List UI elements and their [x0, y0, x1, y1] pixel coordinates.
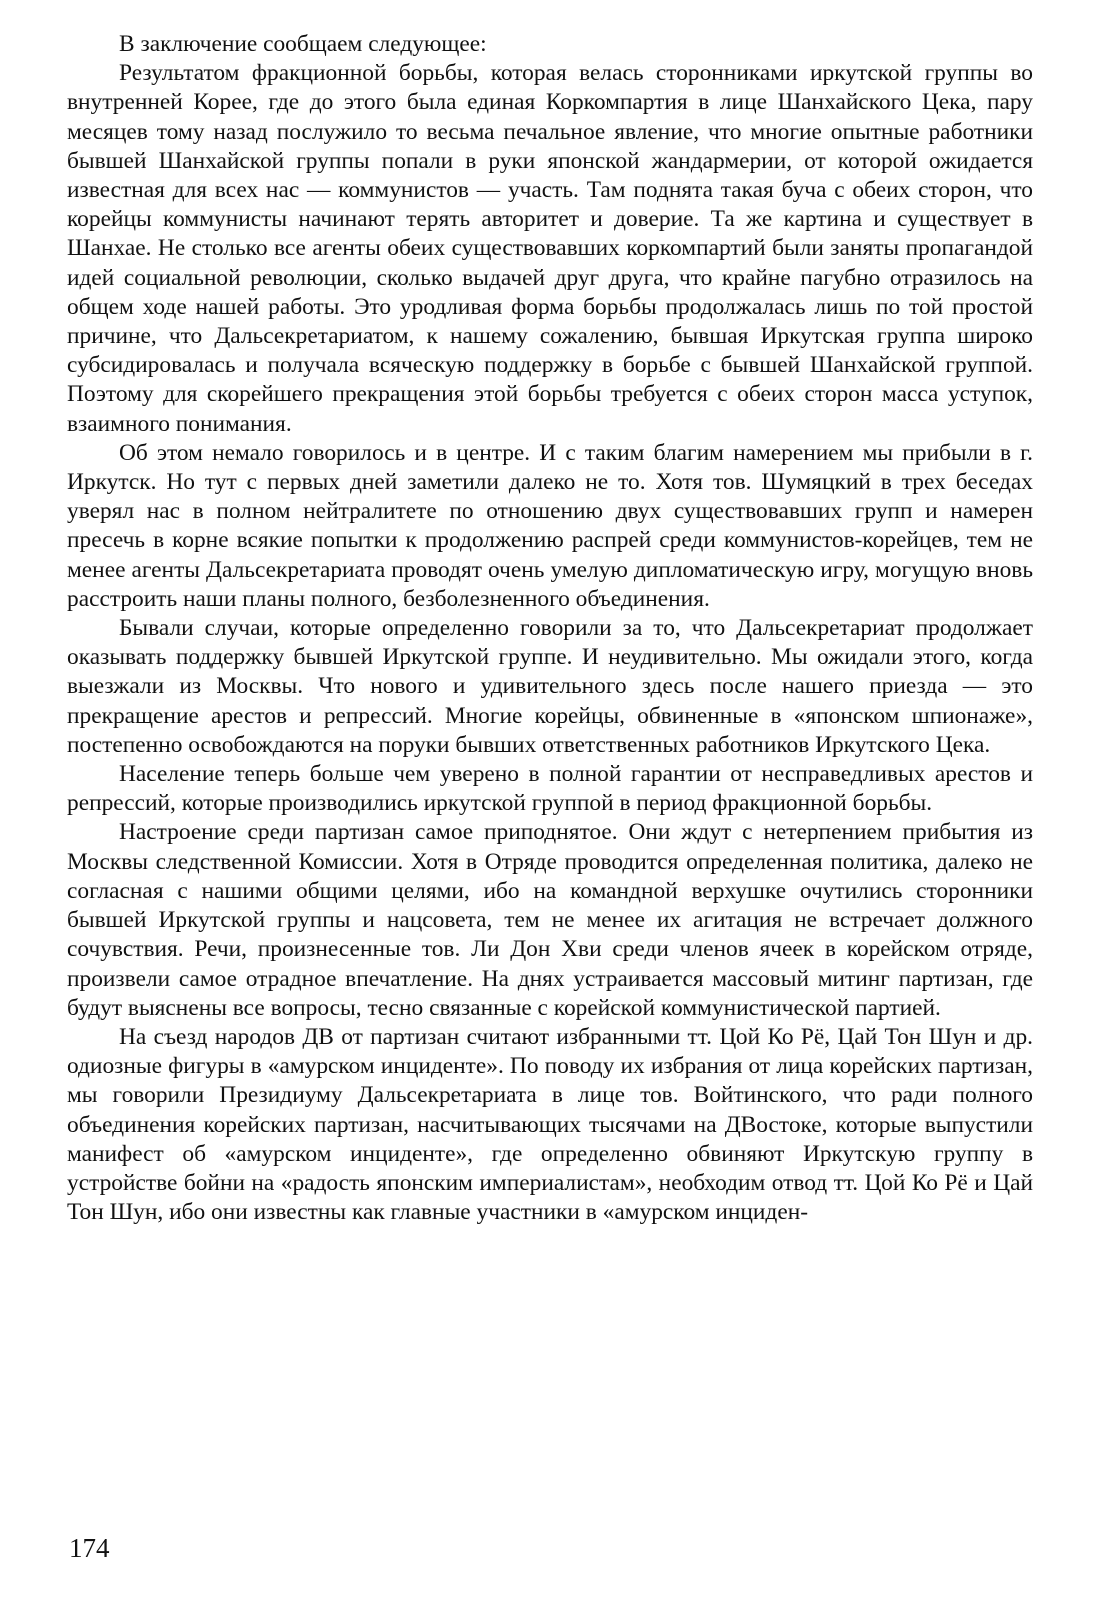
page-number: 174	[69, 1533, 110, 1563]
paragraph-factional-struggle: Результатом фракционной борьбы, которая велась сторонниками иркутской группы во внутренней Корее, где до этого была единая Коркомпартия в лице Шанхайского Цека, пару месяцев тому назад послужило то весьма печальное явление, что многие опытные работники бывшей Шанхайской группы попали в руки японской жандармерии, от которой ожидается известная для всех нас — коммунистов — участь. Там поднята такая буча с обеих сторон, что корейцы коммунисты начинают терять авторитет и доверие. Та же картина и существует в Шанхае. Не столько все агенты обеих существовавших коркомпартий были заняты пропагандой идей социальной революции, сколько выдачей друг друга, что крайне пагубно отразилось на общем ходе нашей работы. Это уродливая форма борьбы продолжалась лишь по той простой причине, что Дальсекретариатом, к нашему сожалению, бывшая Иркутская группа широко субсидировалась и получала всяческую поддержку в борьбе с бывшей Шанхайской группой. Поэтому для скорейшего прекращения этой борьбы требуется с обеих сторон масса уступок, взаимного понимания.	[67, 60, 1033, 437]
paragraph-partisans-mood: Настроение среди партизан самое приподнятое. Они ждут с нетерпением прибытия из Москвы следственной Комиссии. Хотя в Отряде проводится определенная политика, далеко не согласная с нашими общими целями, ибо на командной верхушке очутились сторонники бывшей Иркутской группы и нацсовета, тем не менее их агитация не встречает должного сочувствия. Речи, произнесенные тов. Ли Дон Хви среди членов ячеек в корейском отряде, произвели самое отрадное впечатление. На днях устраивается массовый митинг партизан, где будут выяснены все вопросы, тесно связанные с корейской коммунистической партией.	[67, 819, 1033, 1021]
paragraph-congress-delegates: На съезд народов ДВ от партизан считают избранными тт. Цой Ко Рё, Цай Тон Шун и др. одиозные фигуры в «амурском инциденте». По поводу их избрания от лица корейских партизан, мы говорили Президиуму Дальсекретариата в лице тов. Войтинского, что ради полного объединения корейских партизан, насчитывающих тысячами на ДВостоке, которые выпустили манифест об «амурском инциденте», где определенно обвиняют Иркутскую группу в устройстве бойни на «радость японским империалистам», необходим отвод тт. Цой Ко Рё и Цай Тон Шун, ибо они известны как главные участники в «амурском инциден-	[67, 1023, 1033, 1226]
paragraph-irkutsk-arrival: Об этом немало говорилось и в центре. И с таким благим намерением мы прибыли в г. Иркутск. Но тут с первых дней заметили далеко не то. Хотя тов. Шумяцкий в трех беседах уверял нас в полном нейтралитете по отношению двух существовавших групп и намерен пресечь в корне всякие попытки к продолжению распрей среди коммунистов-корейцев, тем не менее агенты Дальсекретариата проводят очень умелую дипломатическую игру, могущую вновь расстроить наши планы полного, безболезненного объединения.	[67, 439, 1033, 612]
paragraph-intro: В заключение сообщаем следующее:	[119, 31, 487, 57]
paragraph-dalsecretariat-support: Бывали случаи, которые определенно говорили за то, что Дальсекретариат продолжает оказывать поддержку бывшей Иркутской группе. И неудивительно. Мы ожидали этого, когда выезжали из Москвы. Что нового и удивительного здесь после нашего приезда — это прекращение арестов и репрессий. Многие корейцы, обвиненные в «японском шпионаже», постепенно освобождаются на поруки бывших ответственных работников Иркутского Цека.	[67, 615, 1033, 758]
paragraph-population: Население теперь больше чем уверено в полной гарантии от несправедливых арестов и репрессий, которые производились иркутской группой в период фракционной борьбы.	[67, 761, 1033, 817]
document-body	[67, 30, 1033, 1227]
